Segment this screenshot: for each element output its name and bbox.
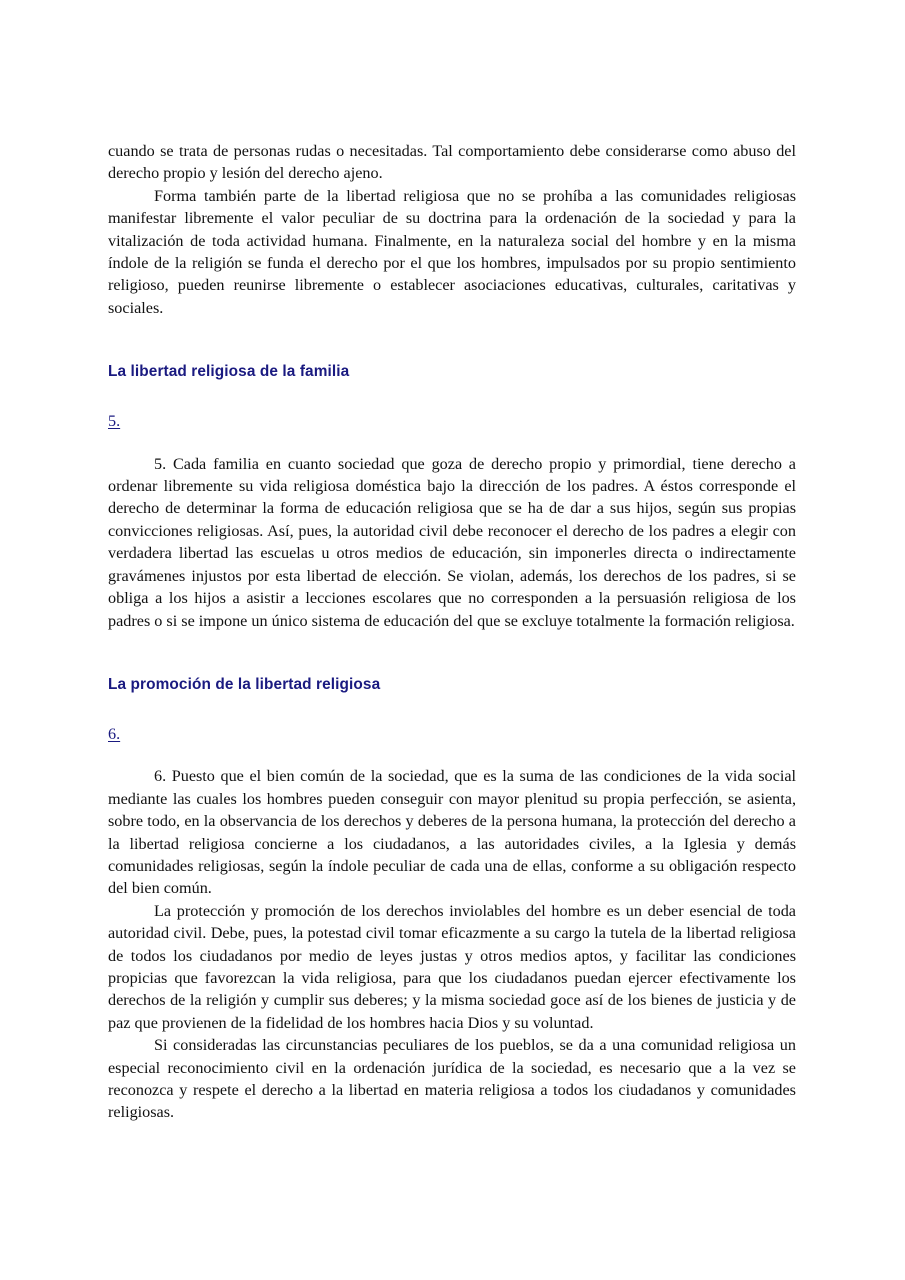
document-body <box>108 140 796 1124</box>
section-heading-family-religious-freedom: La libertad religiosa de la familia <box>108 363 350 381</box>
paragraph-section-5: 5. Cada familia en cuanto sociedad que goza de derecho propio y primordial, tiene derecho a ordenar libremente su vida religiosa doméstica bajo la dirección de los padres. A éstos corresponde el derecho de determinar la forma de educación religiosa que se ha de dar a sus hijos, según sus propias convicciones religiosas. Así, pues, la autoridad civil debe reconocer el derecho de los padres a elegir con verdadera libertad las escuelas u otros medios de educación, sin imponerles directa o indirectamente gravámenes injustos por esta libertad de elección. Se violan, además, los derechos de los padres, si se obliga a los hijos a asistir a lecciones escolares que no corresponden a la persuasión religiosa de los padres o si se impone un único sistema de educación del que se excluye totalmente la formación religiosa. <box>108 454 796 630</box>
spacer <box>108 745 796 765</box>
section-anchor-6-wrapper <box>108 723 796 745</box>
paragraph-intro-second: Forma también parte de la libertad religiosa que no se prohíba a las comunidades religiosas manifestar libremente el valor peculiar de su doctrina para la ordenación de la sociedad y para la vitalización de toda actividad humana. Finalmente, en la naturaleza social del hombre y en la misma índole de la religión se funda el derecho por el que los hombres, impulsados por su propio sentimiento religioso, pueden reunirse libremente o establecer asociaciones educativas, culturales, caritativas y sociales. <box>108 186 796 317</box>
paragraph-section-6-a: 6. Puesto que el bien común de la sociedad, que es la suma de las condiciones de la vida social mediante las cuales los hombres pueden conseguir con mayor plenitud su propia perfección, se asienta, sobre todo, en la observancia de los derechos y deberes de la persona humana, la protección del derecho a la libertad religiosa concierne a los ciudadanos, a las autoridades civiles, a la Iglesia y demás comunidades religiosas, según la índole peculiar de cada una de ellas, conforme a su obligación respecto del bien común. <box>108 767 796 898</box>
section-anchor-5[interactable]: 5. <box>108 412 121 431</box>
spacer <box>108 694 796 723</box>
paragraph-section-6-b: La protección y promoción de los derechos inviolables del hombre es un deber esencial de toda autoridad civil. Debe, pues, la potestad civil tomar eficazmente a su cargo la tutela de la libertad religiosa de todos los ciudadanos por medio de leyes justas y otros medios aptos, y facilitar las condiciones propicias que favorezcan la vida religiosa, para que los ciudadanos puedan ejercer efectivamente los derechos de la religión y cumplir sus deberes; y la misma sociedad goce así de los bienes de justicia y de paz que provienen de la fidelidad de los hombres hacia Dios y su voluntad. <box>108 901 796 1032</box>
spacer <box>108 433 796 453</box>
spacer <box>108 381 796 410</box>
spacer <box>108 632 796 676</box>
section-heading-promotion-religious-freedom: La promoción de la libertad religiosa <box>108 675 381 693</box>
paragraph-section-6-c: Si consideradas las circunstancias peculiares de los pueblos, se da a una comunidad religiosa un especial reconocimiento civil en la ordenación jurídica de la sociedad, es necesario que a la vez se reconozca y respete el derecho a la libertad en materia religiosa a todos los ciudadanos y comunidades religiosas. <box>108 1036 796 1122</box>
section-anchor-5-wrapper <box>108 410 796 432</box>
paragraph-intro-continuation: cuando se trata de personas rudas o necesitadas. Tal comportamiento debe considerarse como abuso del derecho propio y lesión del derecho ajeno. <box>108 142 796 183</box>
section-anchor-6[interactable]: 6. <box>108 724 121 743</box>
spacer <box>108 319 796 363</box>
